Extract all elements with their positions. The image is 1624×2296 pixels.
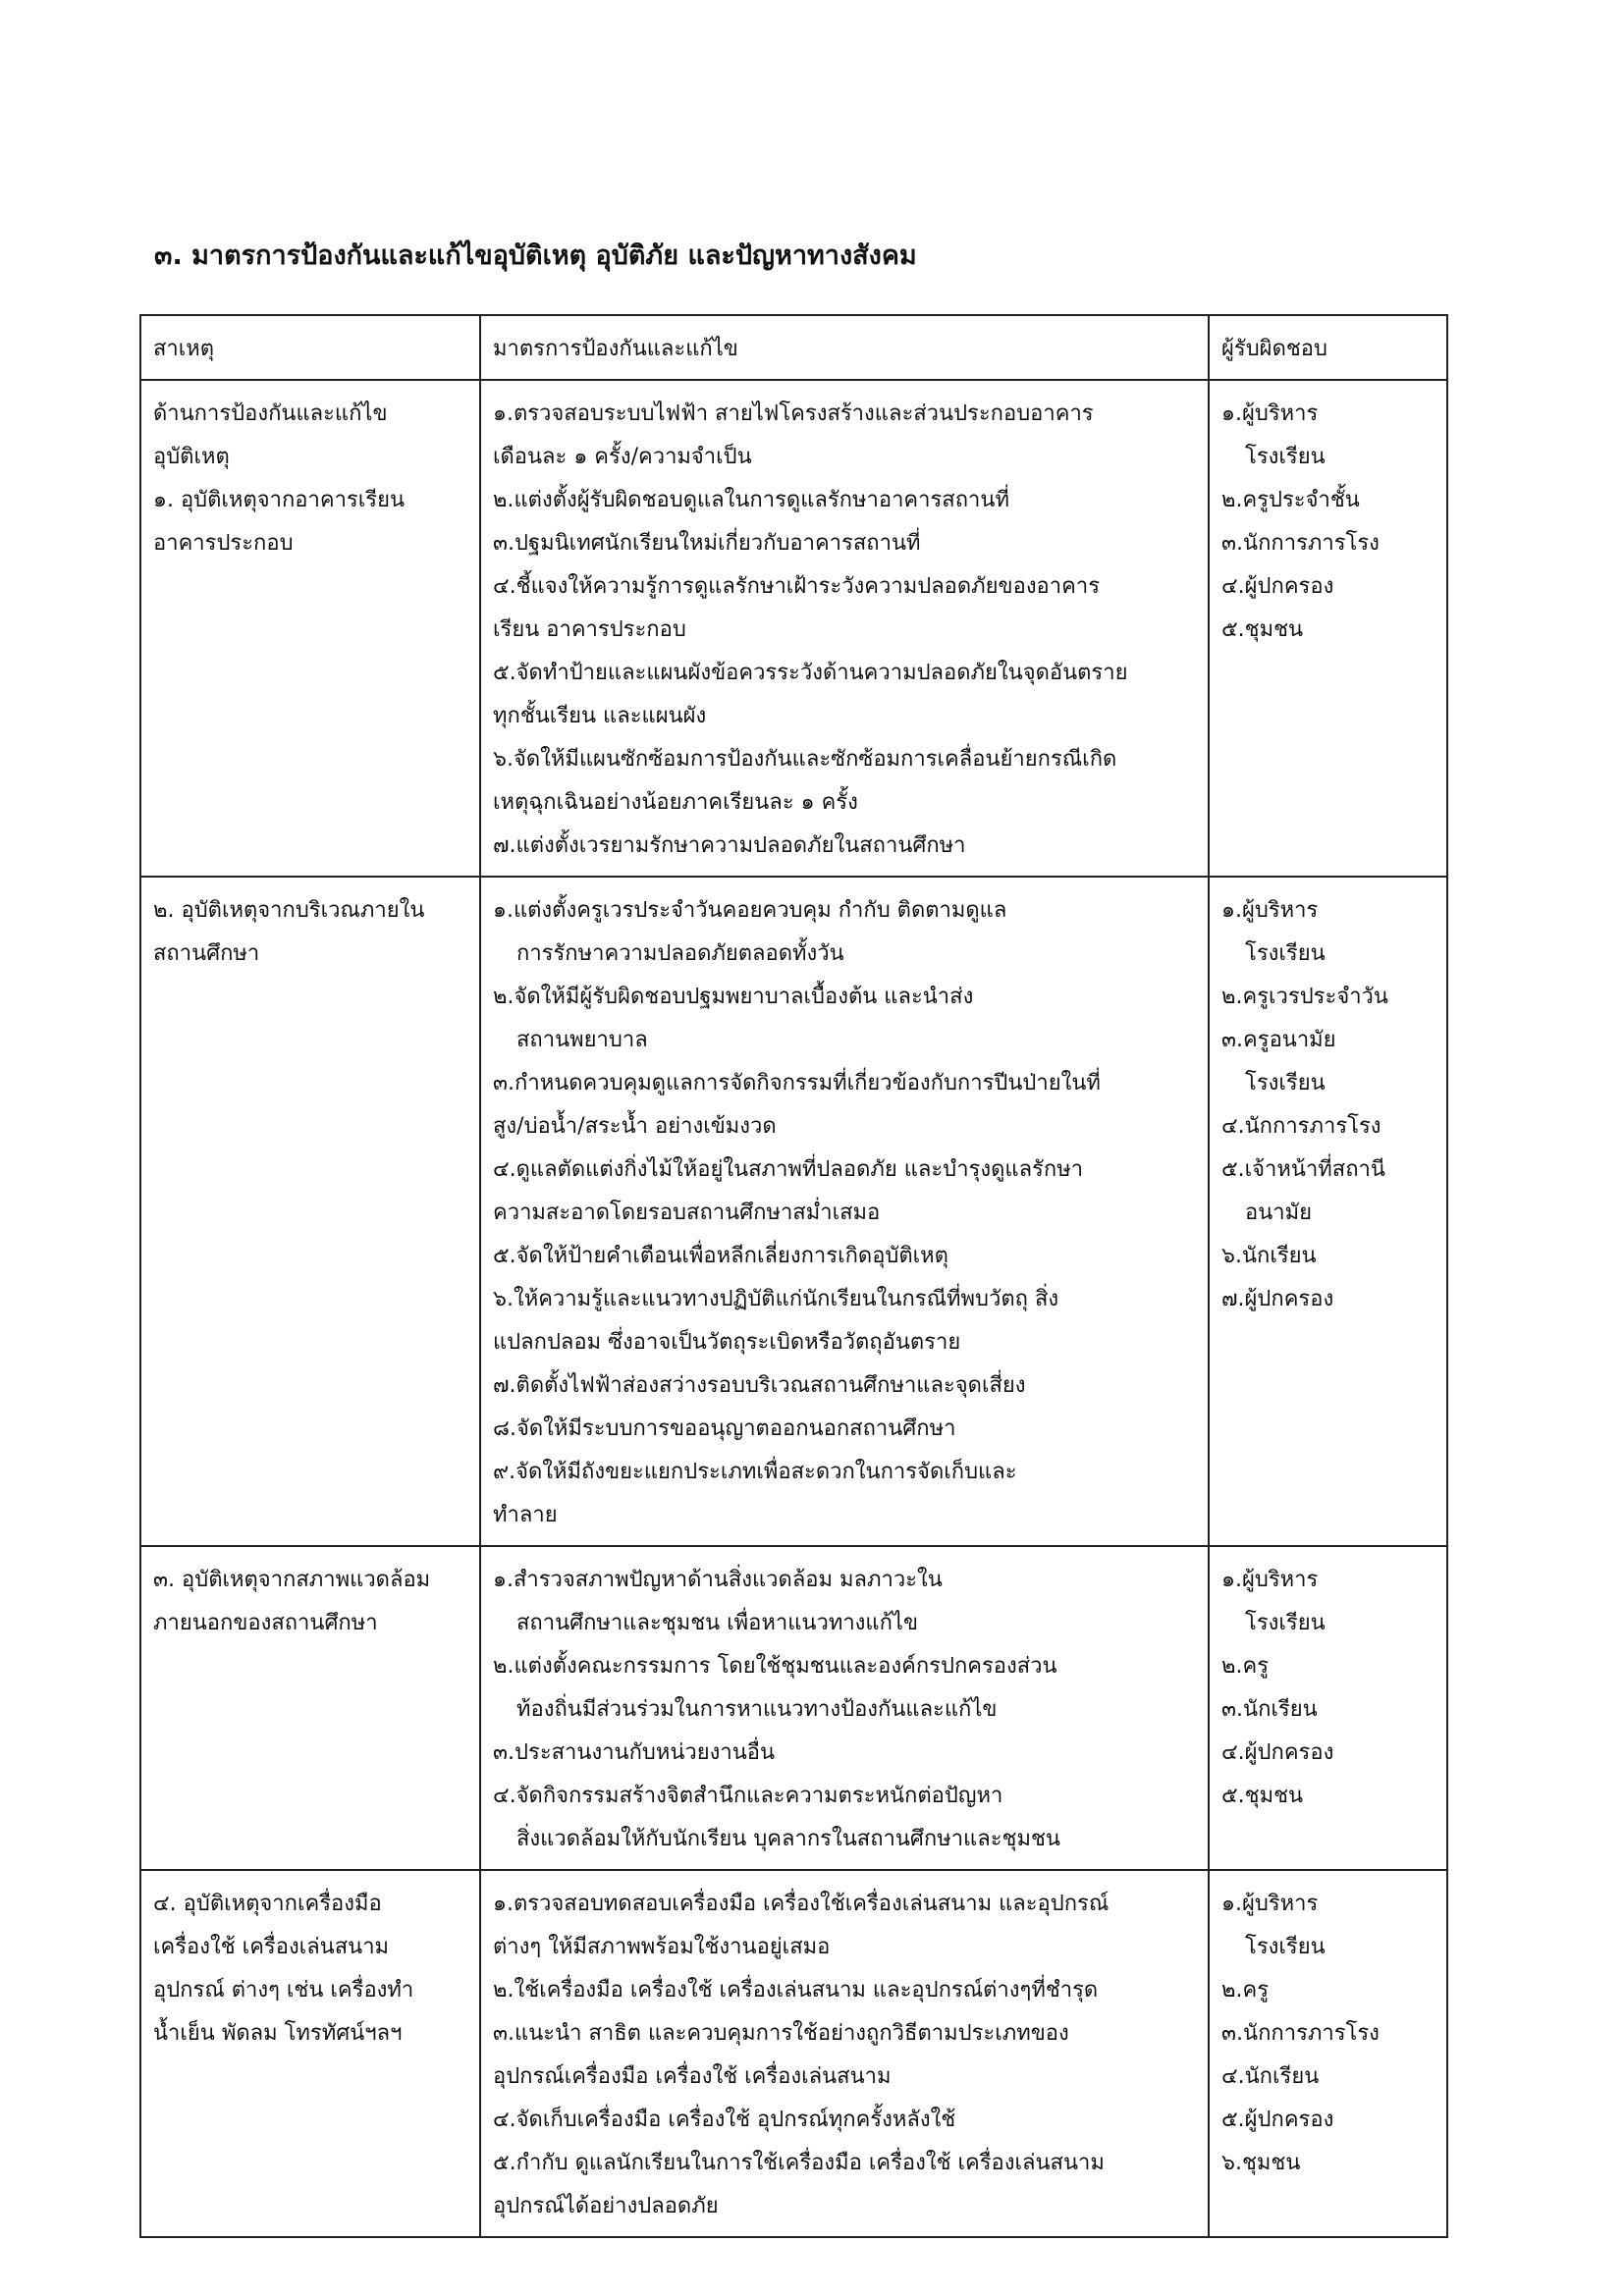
measure-line: สถานศึกษาและชุมชน เพื่อหาแนวทางแก้ไข <box>516 1611 919 1635</box>
measure-line: ๓.ปฐมนิเทศนักเรียนใหม่เกี่ยวกับอาคารสถานที่ <box>493 531 921 556</box>
cause-cell <box>140 877 480 1546</box>
cause-line: น้ำเย็น พัดลม โทรทัศน์ฯลฯ <box>153 2021 403 2046</box>
measure-line: ๒.จัดให้มีผู้รับผิดชอบปฐมพยาบาลเบื้องต้น และนำส่ง <box>493 985 974 1009</box>
responsible-line: โรงเรียน <box>1245 445 1326 469</box>
page-heading: ๓. มาตรการป้องกันและแก้ไขอุบัติเหตุ อุบัติภัย และปัญหาทางสังคม <box>154 240 917 271</box>
measures-cell <box>480 1546 1209 1870</box>
measure-line: ๘.จัดให้มีระบบการขออนุญาตออกนอกสถานศึกษา <box>493 1416 956 1441</box>
responsible-line: โรงเรียน <box>1245 1611 1326 1635</box>
measure-line: สูง/บ่อน้ำ/สระน้ำ อย่างเข้มงวด <box>493 1114 777 1139</box>
measure-line: ๗.แต่งตั้งเวรยามรักษาความปลอดภัยในสถานศึกษา <box>493 833 966 858</box>
cause-line: ๓. อุบัติเหตุจากสภาพแวดล้อม <box>153 1568 431 1592</box>
measure-line: ต่างๆ ให้มีสภาพพร้อมใช้งานอยู่เสมอ <box>493 1935 831 1959</box>
responsible-line: ๕.ชุมชน <box>1221 1784 1304 1808</box>
measure-line: ๖.จัดให้มีแผนซักซ้อมการป้องกันและซักซ้อมการเคลื่อนย้ายกรณีเกิด <box>493 747 1117 772</box>
table-row <box>140 1546 1447 1870</box>
header-measures <box>480 315 1209 380</box>
responsible-line: ๗.ผู้ปกครอง <box>1221 1287 1334 1311</box>
responsible-line: ๑.ผู้บริหาร <box>1221 1568 1319 1592</box>
responsible-line: ๑.ผู้บริหาร <box>1221 898 1319 923</box>
responsible-cell <box>1209 1870 1447 2237</box>
measure-line: ๑.สำรวจสภาพปัญหาด้านสิ่งแวดล้อม มลภาวะใน <box>493 1568 943 1592</box>
responsible-line: ๓.นักการภารโรง <box>1221 531 1380 556</box>
cause-line: อุปกรณ์ ต่างๆ เช่น เครื่องทำ <box>153 1978 414 2002</box>
cause-line: ๒. อุบัติเหตุจากบริเวณภายใน <box>153 898 425 923</box>
cause-line: ด้านการป้องกันและแก้ไข <box>153 401 388 426</box>
responsible-line: ๔.นักเรียน <box>1221 2064 1320 2089</box>
header-responsible-text: ผู้รับผิดชอบ <box>1221 337 1327 361</box>
cause-line: อุบัติเหตุ <box>153 445 230 469</box>
measures-cell <box>480 877 1209 1546</box>
measure-line: สิ่งแวดล้อมให้กับนักเรียน บุคลากรในสถานศึกษาและชุมชน <box>516 1827 1060 1851</box>
responsible-line: ๖.นักเรียน <box>1221 1244 1317 1268</box>
measure-line: ท้องถิ่นมีส่วนร่วมในการหาแนวทางป้องกันและแก้ไข <box>516 1697 998 1722</box>
header-measures-text: มาตรการป้องกันและแก้ไข <box>493 337 738 361</box>
responsible-line: ๔.ผู้ปกครอง <box>1221 574 1334 599</box>
table-header-row <box>140 315 1447 380</box>
table-row <box>140 380 1447 877</box>
cause-line: ๔. อุบัติเหตุจากเครื่องมือ <box>153 1892 382 1916</box>
measure-line: ๕.กำกับ ดูแลนักเรียนในการใช้เครื่องมือ เครื่องใช้ เครื่องเล่นสนาม <box>493 2151 1105 2175</box>
responsible-line: ๓.นักการภารโรง <box>1221 2021 1380 2046</box>
measure-line: ๔.จัดเก็บเครื่องมือ เครื่องใช้ อุปกรณ์ทุกครั้งหลังใช้ <box>493 2108 956 2132</box>
measure-line: ๓.กำหนดควบคุมดูแลการจัดกิจกรรมที่เกี่ยวข้องกับการปีนป่ายในที่ <box>493 1071 1101 1095</box>
measure-line: ๙.จัดให้มีถังขยะแยกประเภทเพื่อสะดวกในการจัดเก็บและ <box>493 1460 1017 1484</box>
measure-line: อุปกรณ์ได้อย่างปลอดภัย <box>493 2194 719 2218</box>
measure-line: ๒.แต่งตั้งคณะกรรมการ โดยใช้ชุมชนและองค์กรปกครองส่วน <box>493 1654 1057 1679</box>
responsible-line: ๑.ผู้บริหาร <box>1221 1892 1319 1916</box>
responsible-cell <box>1209 380 1447 877</box>
responsible-line: ๒.ครู <box>1221 1978 1270 2002</box>
measure-line: ๒.ใช้เครื่องมือ เครื่องใช้ เครื่องเล่นสนาม และอุปกรณ์ต่างๆที่ชำรุด <box>493 1978 1099 2002</box>
measure-line: ๓.ประสานงานกับหน่วยงานอื่น <box>493 1740 776 1765</box>
measure-line: ๕.จัดทำป้ายและแผนผังข้อควรระวังด้านความปลอดภัยในจุดอันตราย <box>493 661 1128 685</box>
measure-line: ๑.แต่งตั้งครูเวรประจำวันคอยควบคุม กำกับ ติดตามดูแล <box>493 898 1007 923</box>
responsible-line: โรงเรียน <box>1245 941 1326 966</box>
cause-line: ๑. อุบัติเหตุจากอาคารเรียน <box>153 488 406 512</box>
header-cause-text: สาเหตุ <box>153 337 215 361</box>
responsible-line: ๓.นักเรียน <box>1221 1697 1318 1722</box>
table-row <box>140 1870 1447 2237</box>
cause-line: อาคารประกอบ <box>153 531 294 556</box>
responsible-line: ๔.นักการภารโรง <box>1221 1114 1381 1139</box>
measure-line: สถานพยาบาล <box>516 1028 648 1052</box>
measure-line: ๒.แต่งตั้งผู้รับผิดชอบดูแลในการดูแลรักษาอาคารสถานที่ <box>493 488 1009 512</box>
responsible-line: ๒.ครู <box>1221 1654 1270 1679</box>
cause-line: สถานศึกษา <box>153 941 260 966</box>
measures-table <box>139 314 1448 2238</box>
responsible-line: ๕.ชุมชน <box>1221 617 1304 642</box>
measure-line: ๕.จัดให้ป้ายคำเตือนเพื่อหลีกเลี่ยงการเกิดอุบัติเหตุ <box>493 1244 948 1268</box>
responsible-cell <box>1209 877 1447 1546</box>
responsible-line: ๒.ครูประจำชั้น <box>1221 488 1360 512</box>
measure-line: เหตุฉุกเฉินอย่างน้อยภาคเรียนละ ๑ ครั้ง <box>493 790 858 815</box>
responsible-line: ๖.ชุมชน <box>1221 2151 1301 2175</box>
measure-line: ๔.จัดกิจกรรมสร้างจิตสำนึกและความตระหนักต่อปัญหา <box>493 1784 1003 1808</box>
measure-line: ๑.ตรวจสอบทดสอบเครื่องมือ เครื่องใช้เครื่องเล่นสนาม และอุปกรณ์ <box>493 1892 1110 1916</box>
measure-line: ๑.ตรวจสอบระบบไฟฟ้า สายไฟโครงสร้างและส่วนประกอบอาคาร <box>493 401 1094 426</box>
responsible-line: ๒.ครูเวรประจำวัน <box>1221 985 1388 1009</box>
header-cause <box>140 315 480 380</box>
measure-line: ความสะอาดโดยรอบสถานศึกษาสม่ำเสมอ <box>493 1201 881 1225</box>
table-row <box>140 877 1447 1546</box>
measures-cell <box>480 1870 1209 2237</box>
measure-line: ๖.ให้ความรู้และแนวทางปฏิบัติแก่นักเรียนในกรณีที่พบวัตถุ สิ่ง <box>493 1287 1059 1311</box>
responsible-line: อนามัย <box>1245 1201 1312 1225</box>
measure-line: ๔.ดูแลตัดแต่งกิ่งไม้ให้อยู่ในสภาพที่ปลอดภัย และบำรุงดูแลรักษา <box>493 1157 1084 1182</box>
responsible-line: ๕.เจ้าหน้าที่สถานี <box>1221 1157 1385 1182</box>
responsible-line: ๕.ผู้ปกครอง <box>1221 2108 1334 2132</box>
responsible-line: ๑.ผู้บริหาร <box>1221 401 1319 426</box>
responsible-line: โรงเรียน <box>1245 1935 1326 1959</box>
cause-line: ภายนอกของสถานศึกษา <box>153 1611 378 1635</box>
measure-line: แปลกปลอม ซึ่งอาจเป็นวัตถุระเบิดหรือวัตถุอันตราย <box>493 1330 961 1355</box>
cause-cell <box>140 1546 480 1870</box>
responsible-line: ๓.ครูอนามัย <box>1221 1028 1336 1052</box>
measure-line: ทำลาย <box>493 1503 558 1527</box>
measure-line: ๔.ชี้แจงให้ความรู้การดูแลรักษาเฝ้าระวังความปลอดภัยของอาคาร <box>493 574 1101 599</box>
responsible-cell <box>1209 1546 1447 1870</box>
measure-line: ทุกชั้นเรียน และแผนผัง <box>493 704 707 728</box>
measure-line: เดือนละ ๑ ครั้ง/ความจำเป็น <box>493 445 752 469</box>
measures-cell <box>480 380 1209 877</box>
measure-line: ๗.ติดตั้งไฟฟ้าส่องสว่างรอบบริเวณสถานศึกษาและจุดเสี่ยง <box>493 1373 1026 1398</box>
cause-cell <box>140 380 480 877</box>
measure-line: ๓.แนะนำ สาธิต และควบคุมการใช้อย่างถูกวิธีตามประเภทของ <box>493 2021 1069 2046</box>
cause-cell <box>140 1870 480 2237</box>
header-responsible <box>1209 315 1447 380</box>
responsible-line: ๔.ผู้ปกครอง <box>1221 1740 1334 1765</box>
measure-line: เรียน อาคารประกอบ <box>493 617 686 642</box>
measure-line: อุปกรณ์เครื่องมือ เครื่องใช้ เครื่องเล่นสนาม <box>493 2064 892 2089</box>
cause-line: เครื่องใช้ เครื่องเล่นสนาม <box>153 1935 390 1959</box>
responsible-line: โรงเรียน <box>1245 1071 1326 1095</box>
measure-line: การรักษาความปลอดภัยตลอดทั้งวัน <box>516 941 844 966</box>
